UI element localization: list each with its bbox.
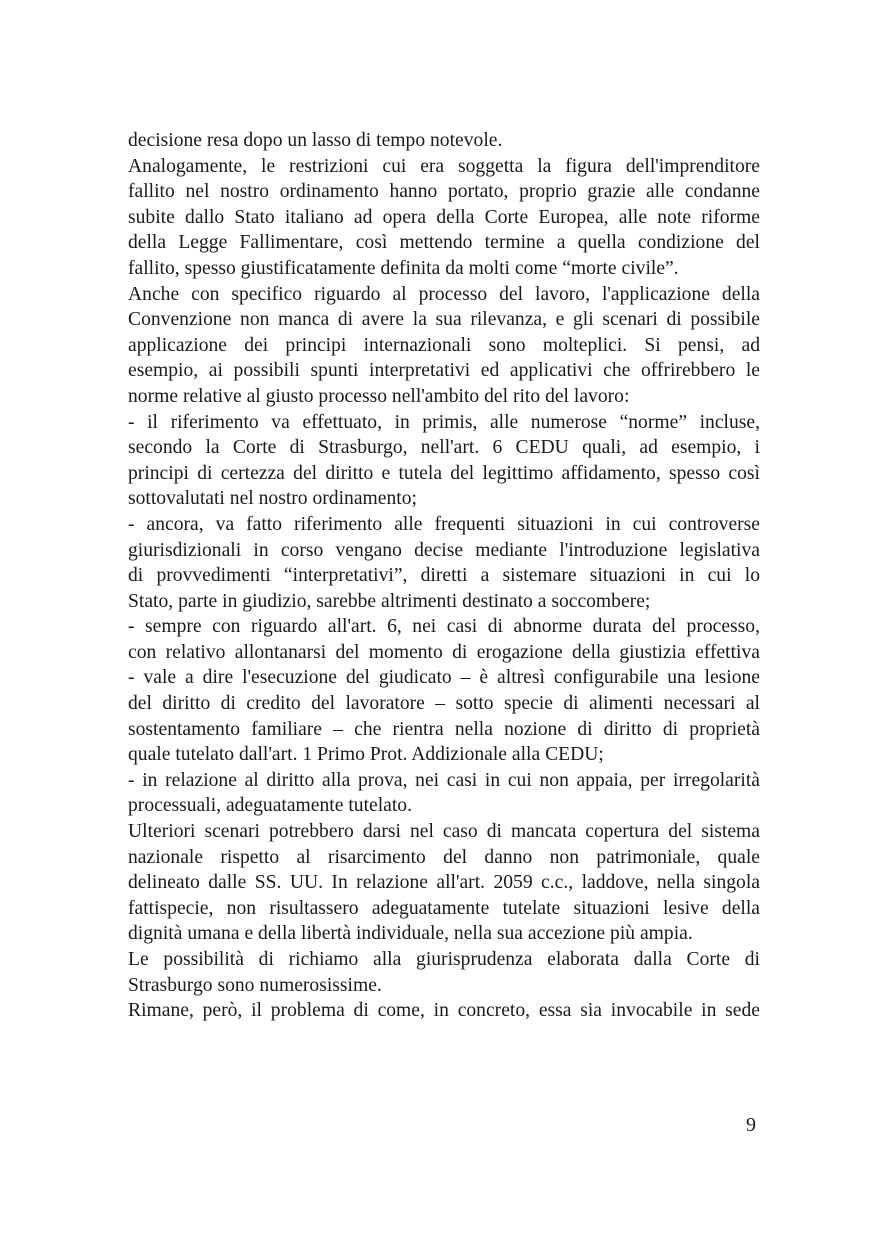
text-line: subite dallo Stato italiano ad opera della Corte Europea, alle note riforme	[128, 206, 760, 228]
text-line: fattispecie, non risultassero adeguatamente tutelate situazioni lesive della	[128, 897, 760, 919]
text-line: principi di certezza del diritto e tutela del legittimo affidamento, spesso così	[128, 462, 760, 484]
text-line: - vale a dire l'esecuzione del giudicato – è altresì configurabile una lesione	[128, 667, 760, 689]
text-line: Le possibilità di richiamo alla giurisprudenza elaborata dalla Corte di	[128, 949, 760, 970]
text-line: Strasburgo sono numerosissime.	[128, 974, 382, 996]
text-line: decisione resa dopo un lasso di tempo notevole.	[128, 130, 503, 151]
text-line: dignità umana e della libertà individuale, nella sua accezione più ampia.	[128, 923, 693, 945]
text-line: fallito nel nostro ordinamento hanno portato, proprio grazie alle condanne	[128, 181, 760, 203]
text-line: fallito, spesso giustificatamente definita da molti come “morte civile”.	[128, 257, 679, 279]
text-line: Anche con specifico riguardo al processo del lavoro, l'applicazione della	[128, 283, 760, 305]
text-line: giurisdizionali in corso vengano decise mediante l'introduzione legislativa	[128, 539, 760, 561]
text-line: Stato, parte in giudizio, sarebbe altrimenti destinato a soccombere;	[128, 590, 651, 612]
text-line: Analogamente, le restrizioni cui era soggetta la figura dell'imprenditore	[128, 155, 760, 177]
text-line: Convenzione non manca di avere la sua rilevanza, e gli scenari di possibile	[128, 309, 760, 331]
text-line: processuali, adeguatamente tutelato.	[128, 795, 412, 817]
text-line: Ulteriori scenari potrebbero darsi nel caso di mancata copertura del sistema	[128, 821, 760, 843]
text-line: sottovalutati nel nostro ordinamento;	[128, 488, 417, 510]
text-line: - in relazione al diritto alla prova, nei casi in cui non appaia, per irregolarità	[128, 769, 760, 791]
text-line: esempio, ai possibili spunti interpretativi ed applicativi che offrirebbero le	[128, 360, 760, 382]
text-line: nazionale rispetto al risarcimento del danno non patrimoniale, quale	[128, 846, 760, 868]
text-line: norme relative al giusto processo nell'ambito del rito del lavoro:	[128, 385, 630, 407]
text-line: Rimane, però, il problema di come, in concreto, essa sia invocabile in sede	[128, 1000, 760, 1022]
text-line: quale tutelato dall'art. 1 Primo Prot. Addizionale alla CEDU;	[128, 744, 604, 766]
body-text	[128, 128, 760, 1024]
text-line: di provvedimenti “interpretativi”, diretti a sistemare situazioni in cui lo	[128, 565, 760, 587]
text-line: sostentamento familiare – che rientra nella nozione di diritto di proprietà	[128, 718, 760, 740]
text-line: secondo la Corte di Strasburgo, nell'art. 6 CEDU quali, ad esempio, i	[128, 437, 760, 459]
text-line: della Legge Fallimentare, così mettendo termine a quella condizione del	[128, 232, 760, 254]
text-line: - il riferimento va effettuato, in primis, alle numerose “norme” incluse,	[128, 411, 760, 433]
text-line: del diritto di credito del lavoratore – sotto specie di alimenti necessari al	[128, 693, 760, 715]
text-line: applicazione dei principi internazionali sono molteplici. Si pensi, ad	[128, 334, 760, 356]
text-line: con relativo allontanarsi del momento di erogazione della giustizia effettiva	[128, 641, 760, 663]
text-line: delineato dalle SS. UU. In relazione all'art. 2059 c.c., laddove, nella singola	[128, 872, 760, 894]
text-line: - ancora, va fatto riferimento alle frequenti situazioni in cui controverse	[128, 513, 760, 535]
text-line: - sempre con riguardo all'art. 6, nei casi di abnorme durata del processo,	[128, 616, 760, 638]
page-number: 9	[746, 1114, 756, 1136]
